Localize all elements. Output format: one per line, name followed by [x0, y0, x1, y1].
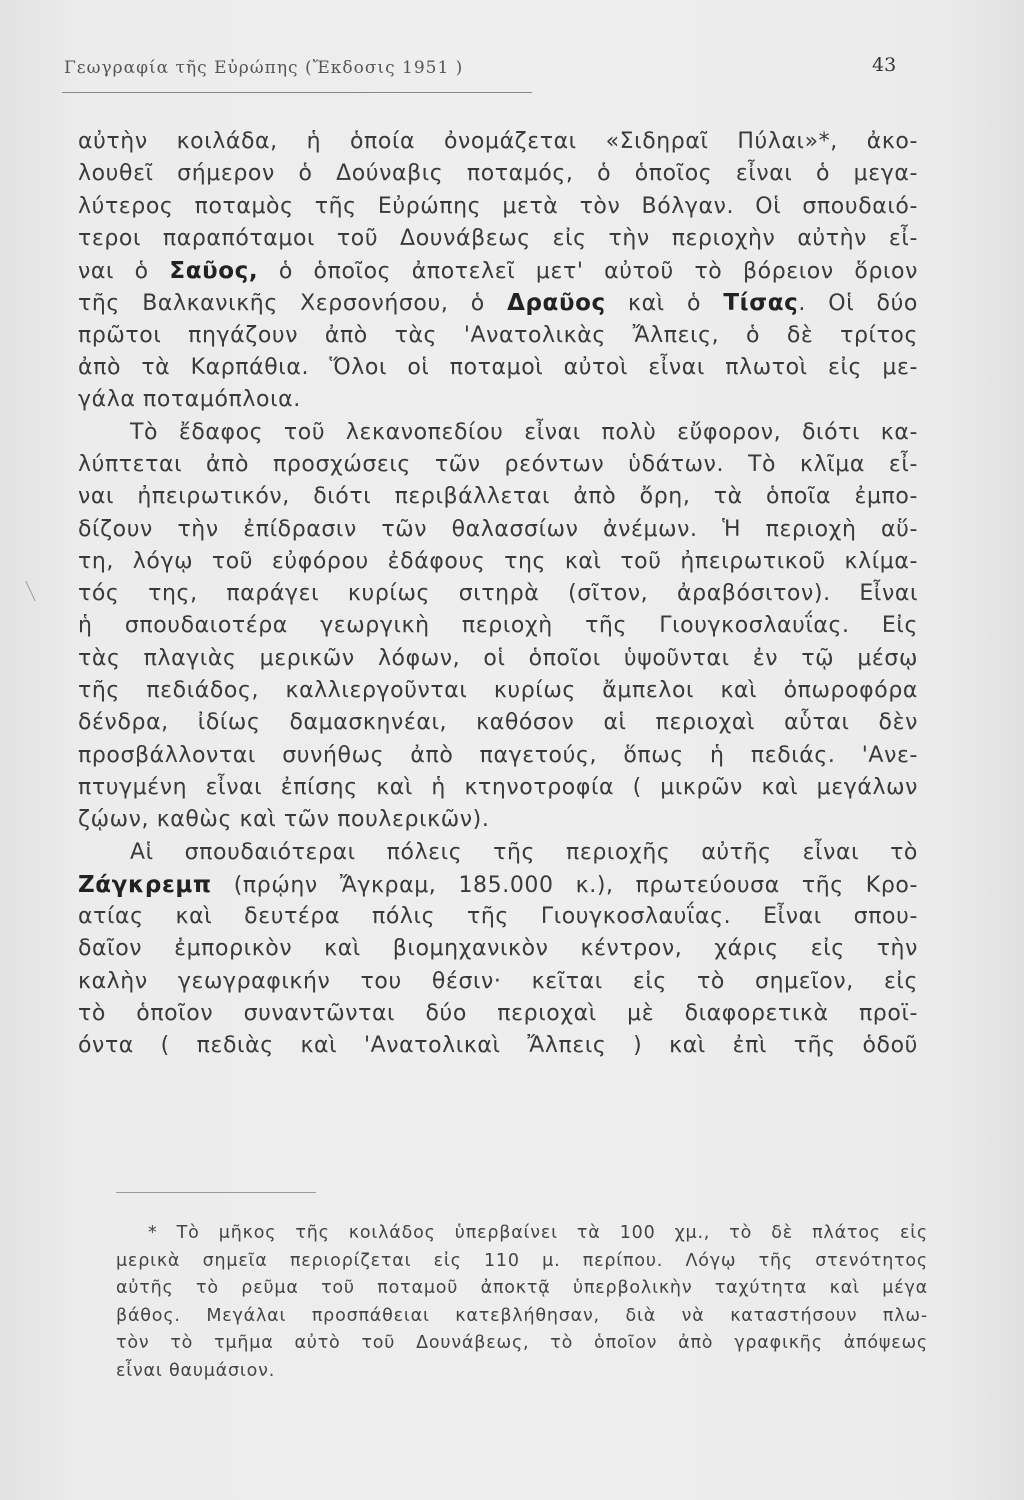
footnote-line: βάθος. Μεγάλαι προσπάθειαι κατεβλήθησαν, διὰ νὰ καταστήσουν πλω- [116, 1305, 928, 1326]
text-segment: πτυγμένη εἶναι ἐπίσης καὶ ἡ κτηνοτροφία ( μικρῶν καὶ μεγάλων [78, 774, 918, 800]
footnote-line: μερικὰ σημεῖα περιορίζεται εἰς 110 μ. περίπου. Λόγῳ τῆς στενότητος [116, 1250, 928, 1271]
text-segment: προσβάλλονται συνήθως ἀπὸ παγετούς, ὅπως ἡ πεδιάς. 'Ανε- [78, 742, 918, 768]
bold-term: Ζάγκρεμπ [78, 871, 212, 898]
text-segment: . Οἱ δύο [798, 291, 918, 317]
text-segment: καὶ ὁ [605, 291, 724, 317]
text-segment: ναι ὁ [78, 259, 170, 285]
page-number: 43 [872, 54, 897, 76]
text-line [78, 287, 918, 319]
text-line [78, 384, 918, 416]
text-segment: Τὸ ἔδαφος τοῦ λεκανοπεδίου εἶναι πολὺ εὔφορον, διότι κα- [130, 419, 918, 445]
text-line [78, 191, 918, 223]
text-segment: (πρῴην Ἄγκραμ, 185.000 κ.), πρωτεύουσα τῆς Κρο- [211, 872, 918, 898]
footnote-line: τὸν τὸ τμῆμα αὐτὸ τοῦ Δουνάβεως, τὸ ὁποῖον ἀπὸ γραφικῆς ἀπόψεως [116, 1333, 928, 1353]
text-segment: τῆς πεδιάδος, καλλιεργοῦνται κυρίως ἄμπελοι καὶ ὀπωροφόρα [78, 678, 918, 704]
text-segment: τῆς Βαλκανικῆς Χερσονήσου, ὁ [78, 291, 508, 317]
text-line [78, 804, 918, 836]
text-segment: τη, λόγῳ τοῦ εὐφόρου ἐδάφους της καὶ τοῦ ἠπειρωτικοῦ κλίμα- [78, 548, 918, 574]
text-segment: δένδρα, ἰδίως δαμασκηνέαι, καθόσον αἱ περιοχαὶ αὗται δὲν [78, 710, 918, 736]
text-line [78, 901, 918, 933]
footnote-line: αὐτῆς τὸ ρεῦμα τοῦ ποταμοῦ ἀποκτᾷ ὑπερβολικὴν ταχύτητα καὶ μέγα [116, 1278, 928, 1298]
text-line [78, 998, 918, 1030]
text-line [78, 740, 918, 772]
text-line [78, 1030, 918, 1062]
text-line [78, 546, 918, 578]
text-line [78, 417, 918, 449]
margin-mark [25, 581, 35, 601]
text-segment: γάλα ποταμόπλοια. [78, 387, 301, 413]
text-line [78, 449, 918, 481]
header-rule [62, 92, 532, 93]
text-line [78, 255, 918, 287]
text-segment: ὁ ὁποῖος ἀποτελεῖ μετ' αὐτοῦ τὸ βόρειον ὅριον [258, 259, 918, 285]
text-line [78, 481, 918, 513]
footnote-rule [116, 1192, 316, 1193]
text-line [78, 578, 918, 610]
text-line [78, 772, 918, 804]
text-segment: τός της, παράγει κυρίως σιτηρὰ (σῖτον, ἀραβόσιτον). Εἶναι [78, 581, 918, 607]
text-line [78, 966, 918, 998]
text-segment: τεροι παραπόταμοι τοῦ Δουνάβεως εἰς τὴν περιοχὴν αὐτὴν εἶ- [78, 225, 918, 251]
text-line [78, 320, 918, 352]
bold-term: Δραῦος [507, 290, 606, 317]
text-segment: δίζουν τὴν ἐπίδρασιν τῶν θαλασσίων ἀνέμων. Ἡ περιοχὴ αὕ- [78, 516, 918, 542]
text-line [78, 514, 918, 546]
main-text [78, 126, 918, 1063]
text-segment: τὰς πλαγιὰς μερικῶν λόφων, οἱ ὁποῖοι ὑψοῦνται ἐν τῷ μέσῳ [78, 645, 918, 671]
running-title: Γεωγραφία τῆς Εὐρώπης (Ἔκδοσις 1951 ) [64, 58, 464, 78]
text-segment: ζῴων, καθὼς καὶ τῶν πουλερικῶν). [78, 807, 490, 833]
footnote [116, 1220, 928, 1385]
text-segment: ἀπὸ τὰ Καρπάθια. Ὅλοι οἱ ποταμοὶ αὐτοὶ εἶναι πλωτοὶ εἰς με- [78, 355, 918, 381]
text-segment: ἡ σπουδαιοτέρα γεωργικὴ περιοχὴ τῆς Γιουγκοσλαυΐας. Εἰς [78, 613, 918, 639]
text-line [78, 869, 918, 901]
text-segment: τὸ ὁποῖον συναντῶνται δύο περιοχαὶ μὲ διαφορετικὰ προϊ- [78, 1001, 918, 1027]
text-line [78, 610, 918, 642]
text-segment: καλὴν γεωγραφικήν του θέσιν· κεῖται εἰς τὸ σημεῖον, εἰς [78, 968, 918, 994]
text-segment: λουθεῖ σήμερον ὁ Δούναβις ποταμός, ὁ ὁποῖος εἶναι ὁ μεγα- [78, 161, 918, 187]
text-line [78, 933, 918, 965]
bold-term: Σαῦος, [169, 258, 259, 285]
text-line [78, 643, 918, 675]
text-segment: αὐτὴν κοιλάδα, ἡ ὁποία ὀνομάζεται «Σιδηραῖ Πύλαι»*, ἀκο- [78, 129, 918, 154]
text-line [78, 223, 918, 255]
text-segment: όντα ( πεδιὰς καὶ 'Ανατολικαὶ Ἄλπεις ) καὶ ἐπὶ τῆς ὁδοῦ [78, 1033, 918, 1059]
footnote-line: * Τὸ μῆκος τῆς κοιλάδος ὑπερβαίνει τὰ 100 χμ., τὸ δὲ πλάτος εἰς [148, 1223, 928, 1243]
bold-term: Τίσας [723, 290, 799, 317]
text-line [78, 158, 918, 190]
text-line [78, 126, 918, 158]
footnote-line: εἶναι θαυμάσιον. [116, 1360, 276, 1381]
text-segment: πρῶτοι πηγάζουν ἀπὸ τὰς 'Ανατολικὰς Ἄλπεις, ὁ δὲ τρίτος [78, 322, 918, 348]
text-segment: ναι ἠπειρωτικόν, διότι περιβάλλεται ἀπὸ ὄρη, τὰ ὁποῖα ἐμπο- [78, 484, 918, 510]
text-line [78, 352, 918, 384]
text-line [78, 707, 918, 739]
text-segment: δαῖον ἐμπορικὸν καὶ βιομηχανικὸν κέντρον, χάρις εἰς τὴν [78, 936, 918, 962]
text-segment: ατίας καὶ δευτέρα πόλις τῆς Γιουγκοσλαυΐας. Εἶναι σπου- [78, 904, 918, 930]
text-line [78, 837, 918, 869]
text-segment: λύτερος ποταμὸς τῆς Εὐρώπης μετὰ τὸν Βόλγαν. Οἱ σπουδαιό- [78, 193, 918, 219]
text-segment: Αἱ σπουδαιότεραι πόλεις τῆς περιοχῆς αὐτῆς εἶναι τὸ [130, 839, 918, 865]
text-line [78, 675, 918, 707]
text-segment: λύπτεται ἀπὸ προσχώσεις τῶν ρεόντων ὑδάτων. Τὸ κλῖμα εἶ- [78, 451, 918, 477]
